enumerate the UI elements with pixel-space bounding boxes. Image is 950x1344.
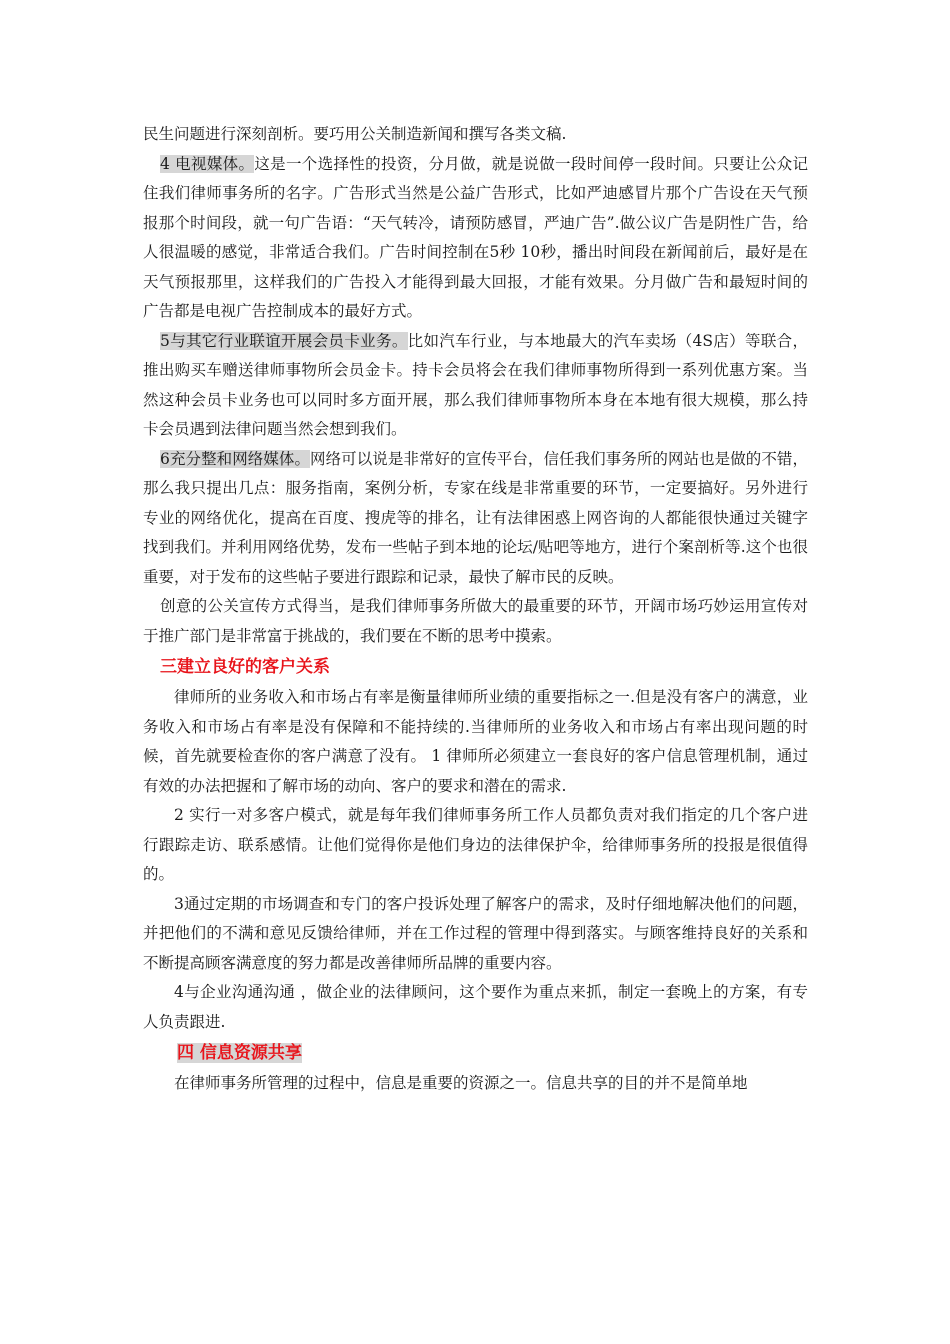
section-heading-info-sharing <box>143 1037 808 1069</box>
paragraph-continued: 民生问题进行深刻剖析。要巧用公关制造新闻和撰写各类文稿. <box>143 125 567 143</box>
section-heading-customer-relations: 三建立良好的客户关系 <box>160 657 330 677</box>
paragraph-network-media-text: 网络可以说是非常好的宣传平台，信任我们事务所的网站也是做的不错，那么我只提出几点：服务指南，案例分析，专家在线是非常重要的环节，一定要搞好。另外进行专业的网络优化，提高在百度、搜虎等的排名，让有法律困惑上网咨询的人都能很快通过关键字找到我们。并利用网络优势，发布一些帖子到本地的论坛/贴吧等地方，进行个案剖析等.这个也很重要，对于发布的这些帖子要进行跟踪和记录，最快了解市民的反映。 <box>143 449 808 586</box>
highlight-membership-card: 5与其它行业联谊开展会员卡业务。 <box>160 331 408 350</box>
paragraph-membership-card <box>143 327 808 445</box>
paragraph-enterprise-counsel: 4与企业沟通沟通 ，做企业的法律顾问，这个要作为重点来抓，制定一套晚上的方案，有专人负责跟进. <box>143 983 808 1031</box>
paragraph-customer-satisfaction: 律师所的业务收入和市场占有率是衡量律师所业绩的重要指标之一.但是没有客户的满意，业务收入和市场占有率是没有保障和不能持续的.当律师所的业务收入和市场占有率出现问题的时候，首先就要检查你的客户满意了没有。 1 律师所必须建立一套良好的客户信息管理机制，通过有效的办法把握和了解市场的动向、客户的要求和潜在的需求. <box>143 688 808 795</box>
paragraph-tv-media <box>143 150 808 327</box>
highlight-tv-media: 4 电视媒体。 <box>160 154 255 173</box>
paragraph-tv-media-text: 这是一个选择性的投资，分月做，就是说做一段时间停一段时间。只要让公众记住我们律师事务所的名字。广告形式当然是公益广告形式，比如严迪感冒片那个广告设在天气预报那个时间段，就一句广告语：“天气转冷，请预防感冒，严迪广告”.做公议广告是阴性广告，给人很温暖的感觉，非常适合我们。广告时间控制在5秒 10秒，播出时间段在新闻前后，最好是在天气预报那里，这样我们的广告投入才能得到最大回报，才能有效果。分月做广告和最短时间的广告都是电视广告控制成本的最好方式。 <box>143 154 808 320</box>
section-heading-info-sharing-text: 四 信息资源共享 <box>177 1043 302 1063</box>
paragraph-info-sharing: 在律师事务所管理的过程中，信息是重要的资源之一。信息共享的目的并不是简单地 <box>174 1074 748 1092</box>
paragraph-one-to-many: 2 实行一对多客户模式，就是每年我们律师事务所工作人员都负责对我们指定的几个客户进行跟踪走访、联系感情。让他们觉得你是他们身边的法律保护伞，给律师事务所的投报是很值得的。 <box>143 806 808 883</box>
paragraph-pr-summary: 创意的公关宣传方式得当，是我们律师事务所做大的最重要的环节，开阔市场巧妙运用宣传对于推广部门是非常富于挑战的，我们要在不断的思考中摸索。 <box>143 597 808 645</box>
paragraph-market-survey: 3通过定期的市场调查和专门的客户投诉处理了解客户的需求，及时仔细地解决他们的问题，并把他们的不满和意见反馈给律师，并在工作过程的管理中得到落实。与顾客维持良好的关系和不断提高顾客满意度的努力都是改善律师所品牌的重要内容。 <box>143 894 808 972</box>
highlight-network-media: 6充分整和网络媒体。 <box>160 449 311 468</box>
paragraph-network-media <box>143 445 808 593</box>
document-body <box>143 120 808 1099</box>
paragraph-membership-card-text: 比如汽车行业，与本地最大的汽车卖场（4S店）等联合，推出购买车赠送律师事物所会员金卡。持卡会员将会在我们律师事物所得到一系列优惠方案。当然这种会员卡业务也可以同时多方面开展，那么我们律师事物所本身在本地有很大规模，那么持卡会员遇到法律问题当然会想到我们。 <box>143 331 808 438</box>
